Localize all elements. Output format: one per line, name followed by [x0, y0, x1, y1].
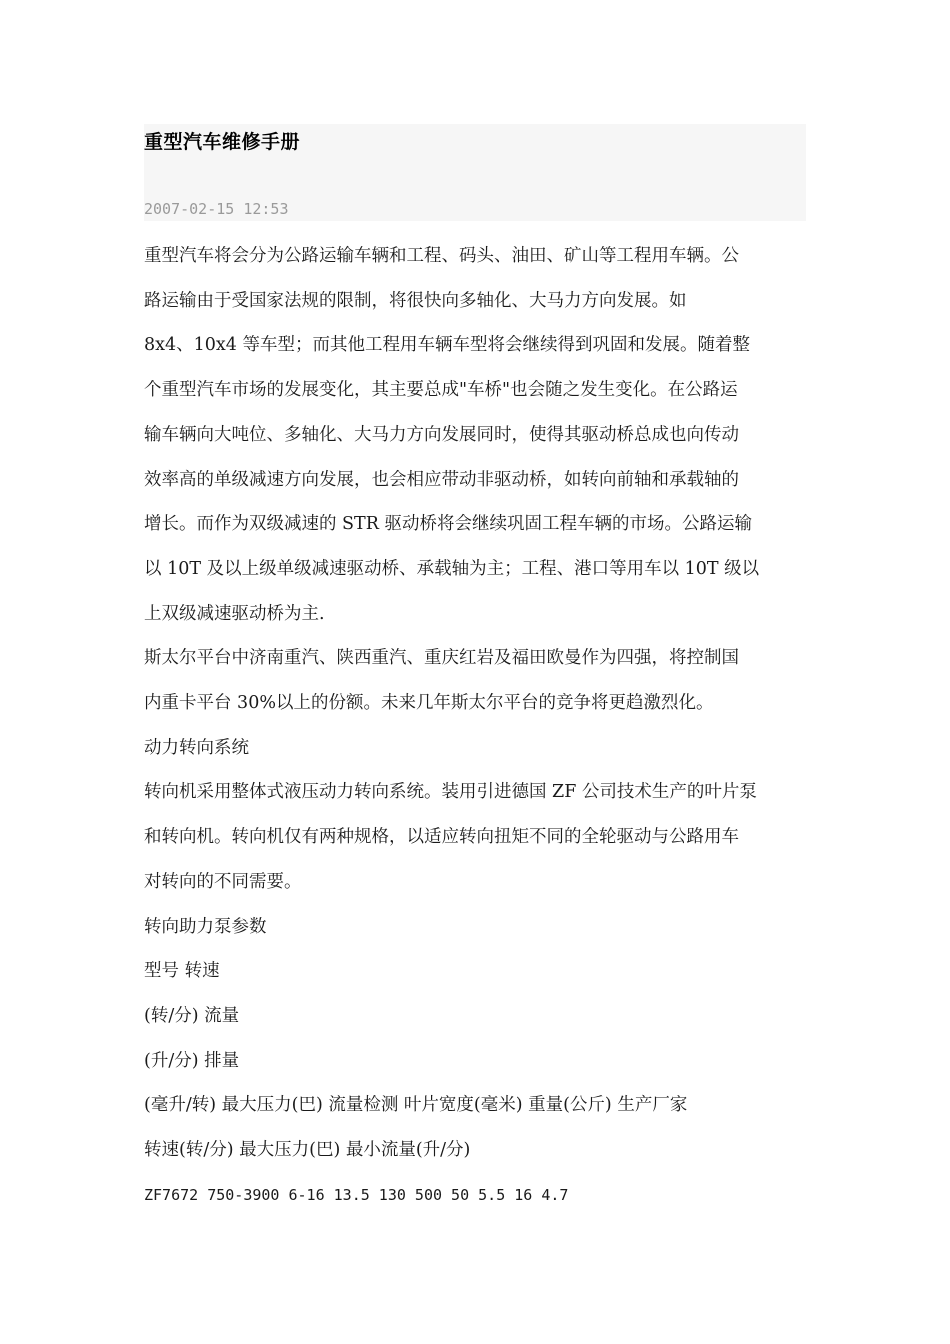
table-header-row: 转速(转/分) 最大压力(巴) 最小流量(升/分) [144, 1140, 471, 1161]
document-page [144, 124, 806, 1217]
body-line: 和转向机。转向机仅有两种规格，以适应转向扭矩不同的全轮驱动与公路用车 [144, 827, 739, 848]
publish-date: 2007-02-15 12:53 [144, 200, 289, 218]
body-line: 对转向的不同需要。 [144, 871, 302, 892]
body-line: 增长。而作为双级减速的 STR 驱动桥将会继续巩固工程车辆的市场。公路运输 [144, 514, 752, 535]
body-line: 8x4、10x4 等车型；而其他工程用车辆车型将会继续得到巩固和发展。随着整 [144, 335, 750, 356]
body-line: 内重卡平台 30%以上的份额。未来几年斯太尔平台的竞争将更趋激烈化。 [144, 693, 714, 714]
article-title: 重型汽车维修手册 [144, 131, 301, 153]
body-line: 路运输由于受国家法规的限制，将很快向多轴化、大马力方向发展。如 [144, 290, 687, 311]
body-line: 输车辆向大吨位、多轴化、大马力方向发展同时，使得其驱动桥总成也向传动 [144, 424, 739, 445]
body-line: 重型汽车将会分为公路运输车辆和工程、码头、油田、矿山等工程用车辆。公 [144, 246, 739, 266]
table-header-row: (转/分) 流量 [144, 1005, 240, 1026]
body-line: 效率高的单级减速方向发展，也会相应带动非驱动桥，如转向前轴和承载轴的 [144, 469, 739, 490]
body-line: 斯太尔平台中济南重汽、陕西重汽、重庆红岩及福田欧曼作为四强，将控制国 [144, 648, 739, 669]
body-line: 以 10T 及以上级单级减速驱动桥、承载轴为主；工程、港口等用车以 10T 级以 [144, 558, 760, 579]
body-line: 个重型汽车市场的发展变化，其主要总成"车桥"也会随之发生变化。在公路运 [144, 380, 738, 401]
article-body [144, 223, 806, 1217]
table-heading: 转向助力泵参数 [144, 916, 267, 937]
body-line: 转向机采用整体式液压动力转向系统。装用引进德国 ZF 公司技术生产的叶片泵 [144, 782, 757, 803]
table-data-row: ZF7672 750-3900 6-16 13.5 130 500 50 5.5 16 4.7 [144, 1185, 569, 1204]
body-line: 上双级减速驱动桥为主. [144, 603, 325, 624]
section-heading: 动力转向系统 [144, 737, 249, 758]
table-header-row: (升/分) 排量 [144, 1050, 240, 1071]
table-header-row: 型号 转速 [144, 961, 220, 982]
table-header-row: (毫升/转) 最大压力(巴) 流量检测 叶片宽度(毫米) 重量(公斤) 生产厂家 [144, 1095, 688, 1116]
article-header [144, 124, 806, 221]
